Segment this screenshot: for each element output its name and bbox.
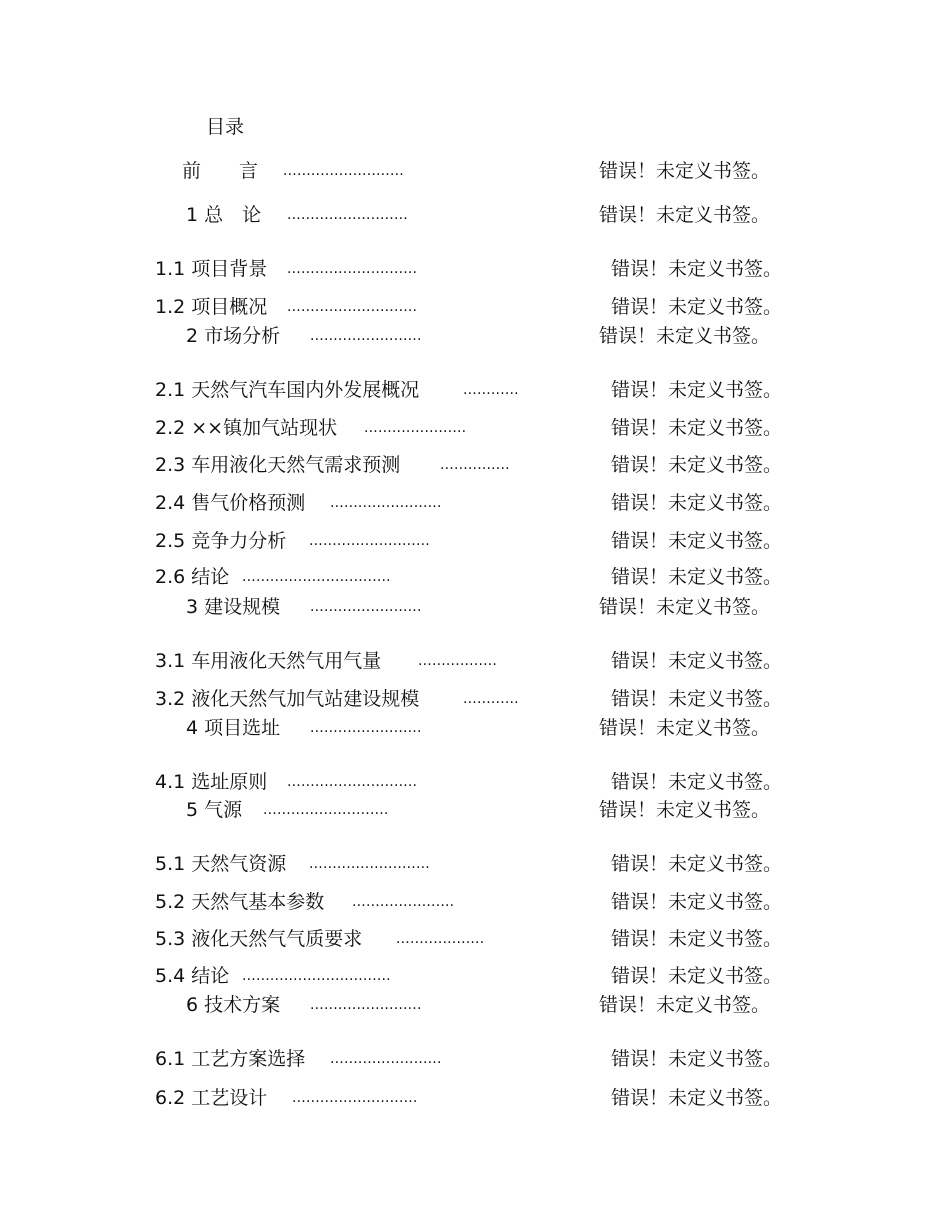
toc-entry-leader: ............ bbox=[463, 382, 519, 398]
toc-entry-page: 错误！未定义书签。 bbox=[611, 417, 783, 439]
toc-entry-5-2[interactable] bbox=[0, 889, 950, 915]
toc-entry-2-5[interactable] bbox=[0, 528, 950, 554]
toc-entry-page: 错误！未定义书签。 bbox=[611, 853, 783, 875]
toc-entry-page: 错误！未定义书签。 bbox=[611, 530, 783, 552]
toc-entry-label: 2 市场分析 bbox=[186, 325, 281, 347]
toc-entry-page: 错误！未定义书签。 bbox=[599, 799, 771, 821]
toc-entry-label: 1 总 论 bbox=[186, 204, 262, 226]
toc-entry-chapter-5[interactable] bbox=[0, 797, 950, 823]
toc-entry-chapter-1[interactable] bbox=[0, 202, 950, 228]
toc-entry-label: 3 建设规模 bbox=[186, 596, 281, 618]
toc-entry-leader: ........................ bbox=[330, 495, 442, 511]
toc-entry-page: 错误！未定义书签。 bbox=[611, 258, 783, 280]
toc-entry-leader: ...................... bbox=[352, 894, 455, 910]
toc-entry-label: 6.1 工艺方案选择 bbox=[155, 1048, 306, 1070]
toc-entry-page: 错误！未定义书签。 bbox=[611, 928, 783, 950]
toc-entry-leader: .......................... bbox=[309, 533, 430, 549]
toc-entry-2-1[interactable] bbox=[0, 377, 950, 403]
toc-entry-page: 错误！未定义书签。 bbox=[611, 1048, 783, 1070]
toc-entry-label: 4.1 选址原则 bbox=[155, 771, 268, 793]
toc-entry-leader: ........................ bbox=[310, 599, 422, 615]
toc-entry-5-4[interactable] bbox=[0, 963, 950, 989]
toc-entry-page: 错误！未定义书签。 bbox=[611, 650, 783, 672]
toc-entry-label: 3.1 车用液化天然气用气量 bbox=[155, 650, 382, 672]
toc-entry-leader: .......................... bbox=[283, 163, 404, 179]
toc-entry-leader: ............ bbox=[463, 691, 519, 707]
toc-entry-leader: ................. bbox=[418, 653, 498, 669]
toc-entry-1-2[interactable] bbox=[0, 294, 950, 320]
toc-entry-label: 2.3 车用液化天然气需求预测 bbox=[155, 454, 401, 476]
toc-entry-label: 5.3 液化天然气气质要求 bbox=[155, 928, 363, 950]
toc-entry-leader: ........................ bbox=[310, 997, 422, 1013]
toc-entry-6-2[interactable] bbox=[0, 1085, 950, 1111]
toc-entry-label: 2.6 结论 bbox=[155, 566, 230, 588]
toc-entry-5-1[interactable] bbox=[0, 851, 950, 877]
toc-entry-label: 2.4 售气价格预测 bbox=[155, 492, 306, 514]
toc-entry-3-1[interactable] bbox=[0, 648, 950, 674]
toc-entry-leader: ............................ bbox=[287, 261, 418, 277]
toc-entry-leader: ........................ bbox=[310, 720, 422, 736]
toc-entry-preface[interactable] bbox=[0, 158, 950, 184]
toc-entry-leader: ........................ bbox=[330, 1051, 442, 1067]
toc-entry-label: 5.2 天然气基本参数 bbox=[155, 891, 325, 913]
toc-entry-leader: ................................ bbox=[242, 968, 391, 984]
toc-entry-leader: ...................... bbox=[364, 420, 467, 436]
toc-entry-leader: ........................ bbox=[310, 328, 422, 344]
toc-entry-page: 错误！未定义书签。 bbox=[599, 160, 771, 182]
toc-entry-page: 错误！未定义书签。 bbox=[599, 596, 771, 618]
toc-entry-page: 错误！未定义书签。 bbox=[611, 566, 783, 588]
toc-entry-page: 错误！未定义书签。 bbox=[611, 965, 783, 987]
toc-entry-page: 错误！未定义书签。 bbox=[599, 994, 771, 1016]
toc-entry-label: 5 气源 bbox=[186, 799, 243, 821]
toc-entry-leader: ................... bbox=[396, 931, 485, 947]
toc-entry-2-6[interactable] bbox=[0, 564, 950, 590]
toc-entry-chapter-2[interactable] bbox=[0, 323, 950, 349]
toc-entry-page: 错误！未定义书签。 bbox=[599, 325, 771, 347]
toc-entry-2-3[interactable] bbox=[0, 452, 950, 478]
toc-entry-leader: ........................... bbox=[292, 1090, 418, 1106]
toc-entry-label: 1.2 项目概况 bbox=[155, 296, 268, 318]
toc-entry-label: 5.4 结论 bbox=[155, 965, 230, 987]
toc-entry-page: 错误！未定义书签。 bbox=[611, 492, 783, 514]
toc-entry-label: 2.1 天然气汽车国内外发展概况 bbox=[155, 379, 420, 401]
toc-entry-leader: .......................... bbox=[309, 856, 430, 872]
toc-entry-chapter-4[interactable] bbox=[0, 715, 950, 741]
toc-entry-label: 1.1 项目背景 bbox=[155, 258, 268, 280]
toc-entry-2-2[interactable] bbox=[0, 415, 950, 441]
toc-entry-page: 错误！未定义书签。 bbox=[599, 204, 771, 226]
toc-entry-chapter-3[interactable] bbox=[0, 594, 950, 620]
toc-entry-2-4[interactable] bbox=[0, 490, 950, 516]
toc-entry-leader: ........................... bbox=[263, 802, 389, 818]
toc-entry-page: 错误！未定义书签。 bbox=[599, 717, 771, 739]
toc-entry-page: 错误！未定义书签。 bbox=[611, 296, 783, 318]
toc-entry-label: 5.1 天然气资源 bbox=[155, 853, 287, 875]
toc-entry-page: 错误！未定义书签。 bbox=[611, 771, 783, 793]
toc-entry-page: 错误！未定义书签。 bbox=[611, 1087, 783, 1109]
toc-entry-label: 前 言 bbox=[182, 160, 259, 182]
toc-entry-page: 错误！未定义书签。 bbox=[611, 688, 783, 710]
toc-entry-label: 2.2 ××镇加气站现状 bbox=[155, 417, 338, 439]
toc-entry-leader: ............................ bbox=[287, 774, 418, 790]
toc-title: 目录 bbox=[206, 116, 245, 138]
toc-entry-leader: .......................... bbox=[287, 207, 408, 223]
toc-entry-leader: ............................ bbox=[287, 299, 418, 315]
toc-entry-1-1[interactable] bbox=[0, 256, 950, 282]
toc-entry-3-2[interactable] bbox=[0, 686, 950, 712]
toc-entry-leader: ............... bbox=[440, 457, 510, 473]
toc-entry-label: 6 技术方案 bbox=[186, 994, 281, 1016]
toc-entry-chapter-6[interactable] bbox=[0, 992, 950, 1018]
toc-entry-label: 3.2 液化天然气加气站建设规模 bbox=[155, 688, 420, 710]
toc-entry-leader: ................................ bbox=[242, 569, 391, 585]
toc-entry-page: 错误！未定义书签。 bbox=[611, 379, 783, 401]
toc-entry-label: 2.5 竞争力分析 bbox=[155, 530, 287, 552]
toc-entry-label: 4 项目选址 bbox=[186, 717, 281, 739]
toc-entry-4-1[interactable] bbox=[0, 769, 950, 795]
toc-entry-label: 6.2 工艺设计 bbox=[155, 1087, 268, 1109]
toc-entry-page: 错误！未定义书签。 bbox=[611, 454, 783, 476]
toc-entry-6-1[interactable] bbox=[0, 1046, 950, 1072]
toc-entry-page: 错误！未定义书签。 bbox=[611, 891, 783, 913]
toc-entry-5-3[interactable] bbox=[0, 926, 950, 952]
